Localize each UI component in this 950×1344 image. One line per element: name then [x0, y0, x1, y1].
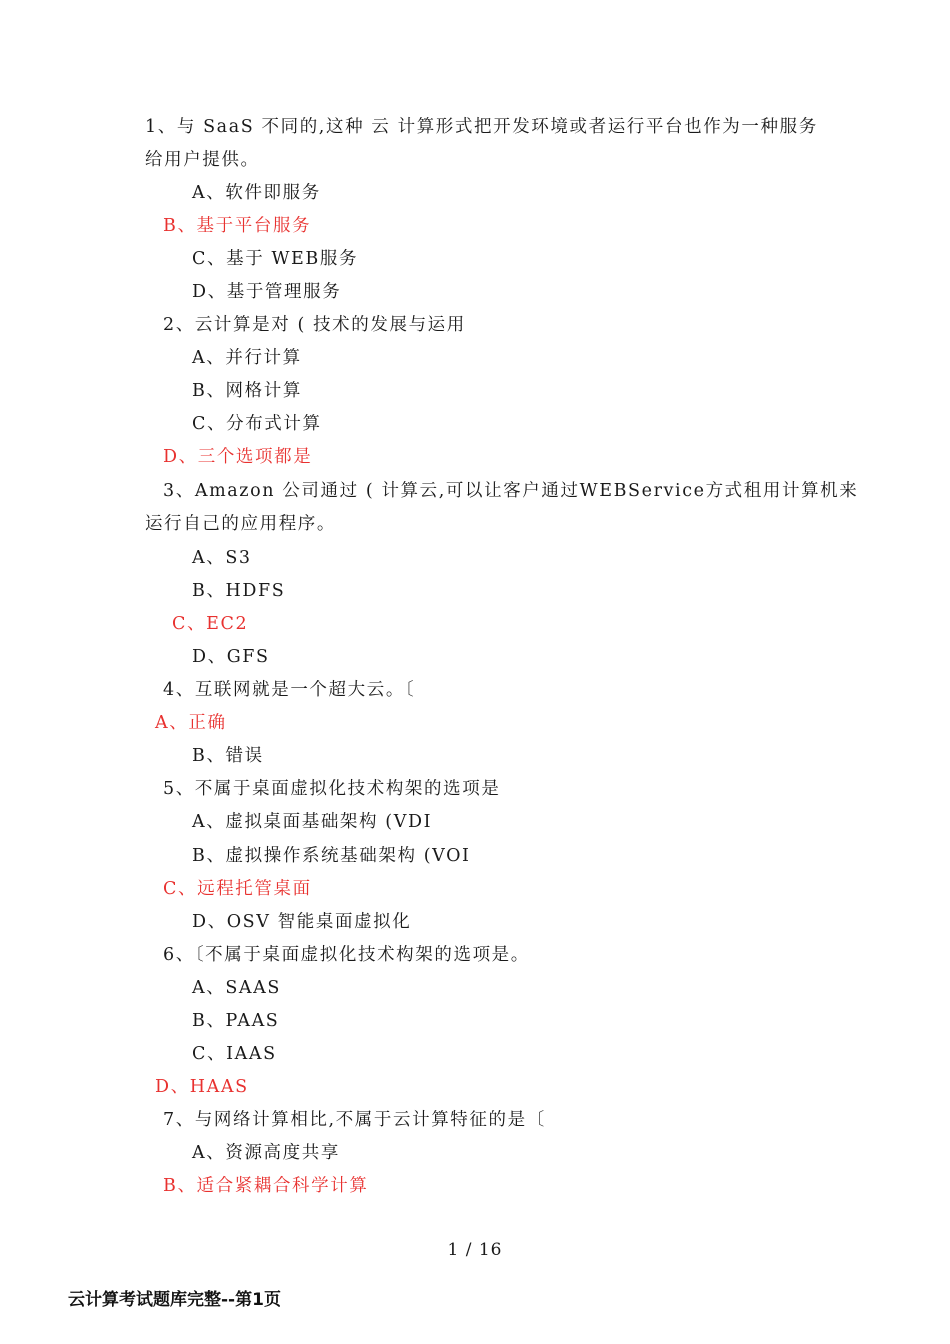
- text-line: A、SAAS: [192, 978, 281, 998]
- text-line: C、基于 WEB服务: [192, 249, 359, 269]
- text-line: 7、与网络计算相比,不属于云计算特征的是〔: [163, 1110, 546, 1130]
- text-line: B、错误: [192, 746, 264, 766]
- text-line: C、IAAS: [192, 1044, 277, 1064]
- text-line: A、S3: [192, 548, 252, 568]
- answer-line: C、EC2: [172, 614, 249, 634]
- text-line: D、GFS: [192, 647, 270, 667]
- answer-line: B、基于平台服务: [163, 216, 312, 236]
- answer-line: D、三个选项都是: [163, 447, 313, 467]
- answer-line: C、远程托管桌面: [163, 879, 312, 899]
- text-line: B、HDFS: [192, 581, 286, 601]
- page-number: 1 / 16: [447, 1240, 503, 1260]
- text-line: D、基于管理服务: [192, 282, 342, 302]
- text-line: D、OSV 智能桌面虚拟化: [192, 912, 412, 932]
- text-line: B、PAAS: [192, 1011, 280, 1031]
- text-line: 1、与 SaaS 不同的,这种 云 计算形式把开发环境或者运行平台也作为一种服务: [145, 117, 818, 137]
- text-line: 4、互联网就是一个超大云。〔: [163, 680, 416, 700]
- text-line: B、网格计算: [192, 381, 302, 401]
- answer-line: B、适合紧耦合科学计算: [163, 1176, 369, 1196]
- text-line: 2、云计算是对 ( 技术的发展与运用: [163, 315, 466, 335]
- answer-line: A、正确: [155, 713, 227, 733]
- text-line: A、并行计算: [192, 348, 302, 368]
- text-line: 5、不属于桌面虚拟化技术构架的选项是: [163, 779, 501, 799]
- text-line: A、软件即服务: [192, 183, 321, 203]
- text-line: 给用户提供。: [145, 150, 260, 170]
- text-line: C、分布式计算: [192, 414, 322, 434]
- document-title-footer: 云计算考试题库完整--第1页: [68, 1290, 281, 1310]
- text-line: 3、Amazon 公司通过 ( 计算云,可以让客户通过WEBService方式租用计算机来: [163, 481, 859, 501]
- text-line: A、资源高度共享: [192, 1143, 340, 1163]
- answer-line: D、HAAS: [155, 1077, 249, 1097]
- text-line: A、虚拟桌面基础架构 (VDI: [192, 812, 433, 832]
- text-line: 6、〔不属于桌面虚拟化技术构架的选项是。: [163, 945, 530, 965]
- text-line: 运行自己的应用程序。: [145, 514, 336, 534]
- text-line: B、虚拟操作系统基础架构 (VOI: [192, 846, 471, 866]
